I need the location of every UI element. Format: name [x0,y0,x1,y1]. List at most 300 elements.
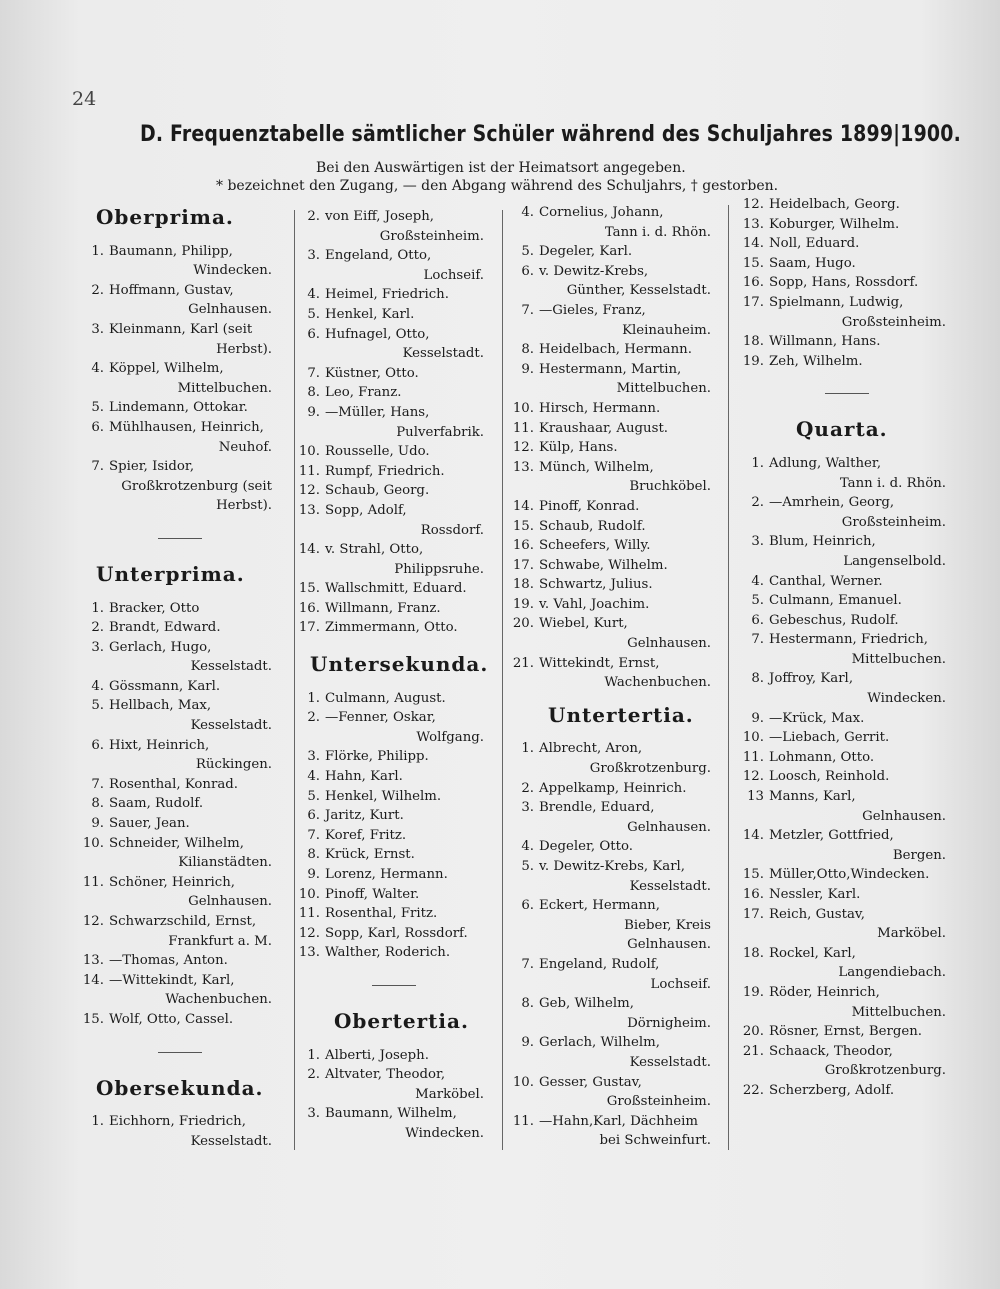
entry-name: Gebeschus, Rudolf. [769,612,899,628]
list-item [82,814,278,834]
entry-place: Tann i. d. Rhön. [839,475,946,491]
entry-number: 2. [91,282,104,298]
page-title: D. Frequenztabelle sämtlicher Schüler während des Schuljahres 1899|1900. [140,122,961,147]
entry-place: Bergen. [892,847,946,863]
list-item [512,419,717,439]
entry-number: 13 [747,789,764,805]
entry-place: Großsteinheim. [841,314,946,330]
entry-number: 6. [751,612,764,628]
entry-number: 16. [742,887,764,902]
section-separator [825,393,869,394]
entry-number: 7. [521,956,534,972]
entry-number: 13. [82,953,104,969]
list-item [298,845,490,865]
list-item [512,556,717,576]
entry-place: Windecken. [405,1125,484,1141]
entry-place: Großsteinheim. [841,514,946,530]
list-item [742,234,952,254]
list-item [82,736,278,775]
entry-name: Scherzberg, Adolf. [769,1082,895,1098]
list-item [512,517,717,537]
entry-place: Gelnhausen. [862,808,946,824]
list-item [298,1046,490,1066]
list-item [82,359,278,398]
entry-number: 2. [521,780,534,796]
entry-place: Großsteinheim. [606,1094,711,1110]
entry-number: 11. [512,1113,534,1129]
list-item [512,497,717,517]
entry-name: —Gieles, Franz, [539,302,646,318]
entry-place: Kesselstadt. [190,1133,272,1149]
section-heading-untersekunda: Untersekunda. [310,652,489,677]
entry-number: 12. [512,440,534,456]
entry-name: Geb, Wilhelm, [539,996,634,1012]
entry-place: Kleinauheim. [622,322,711,338]
entry-number: 16. [298,600,320,616]
column-divider [502,210,503,1150]
entry-name: Hahn, Karl. [325,769,403,785]
list-item [512,779,717,799]
entry-number: 6. [307,326,320,342]
list-item [512,458,717,497]
entry-number: 9. [521,1035,534,1051]
list-item [512,614,717,653]
entry-number: 5. [91,400,104,416]
entry-number: 13. [512,459,534,475]
list-item [512,536,717,556]
entry-number: 10. [512,1074,534,1090]
entry-name: Blum, Heinrich, [769,534,876,550]
list-obertertia [298,1046,490,1144]
entry-place: Kesselstadt. [629,878,711,894]
entry-number: 1. [91,243,104,259]
list-item [82,696,278,735]
page-number: 24 [72,88,97,110]
column-4 [742,195,952,1101]
entry-name: Koref, Fritz. [325,827,407,843]
entry-number: 1. [751,455,764,471]
entry-name: Sauer, Jean. [109,816,190,832]
entry-number: 4. [91,678,104,694]
entry-number: 11. [742,749,764,765]
list-item [298,767,490,787]
entry-place: Herbst). [216,341,272,357]
entry-place: Günther, Kesselstadt. [566,283,711,299]
entry-name: Hellbach, Max, [109,698,212,714]
list-item [298,403,490,442]
entry-number: 7. [307,365,320,381]
list-item [742,1081,952,1101]
list-item [742,332,952,352]
entry-place: Kilianstädten. [178,855,272,871]
entry-number: 9. [521,361,534,377]
entry-number: 12. [298,483,320,499]
entry-name: v. Vahl, Joachim. [539,596,650,612]
entry-name: Heimel, Friedrich. [325,287,449,303]
entry-name: Pinoff, Walter. [325,886,420,902]
list-item [82,281,278,320]
entry-name: —Amrhein, Georg, [769,495,895,511]
list-item [512,739,717,778]
entry-number: 2. [307,1067,320,1083]
entry-number: 15. [82,1011,104,1027]
list-item [512,438,717,458]
list-item [298,924,490,944]
entry-number: 1. [91,1114,104,1130]
list-item [742,254,952,274]
entry-name: Schaack, Theodor, [769,1043,893,1059]
entry-name: Rumpf, Friedrich. [325,463,445,479]
section-heading-unterprima: Unterprima. [96,561,245,586]
entry-number: 8. [521,996,534,1012]
entry-name: —Fenner, Oskar, [325,710,436,726]
list-item [512,857,717,896]
entry-place: Tann i. d. Rhön. [604,224,711,240]
entry-name: Hixt, Heinrich, [109,737,210,753]
entry-number: 10. [512,400,534,416]
list-untertertia [512,739,717,1150]
list-item [512,203,717,242]
entry-name: Culmann, Emanuel. [769,593,902,609]
entry-name: v. Dewitz-Krebs, Karl, [539,859,686,874]
list-item [298,481,490,501]
entry-name: Baumann, Philipp, [109,243,233,259]
entry-number: 4. [521,839,534,855]
entry-name: Baumann, Wilhelm, [325,1106,457,1122]
section-separator [158,1052,202,1053]
list-item [82,457,278,516]
entry-number: 3. [521,800,534,816]
entry-number: 8. [307,385,320,401]
list-item [742,826,952,865]
entry-number: 11. [512,420,534,436]
list-item [82,971,278,1010]
column-divider [294,210,295,1150]
list-item [742,865,952,885]
entry-place: Windecken. [193,263,272,279]
list-item [298,806,490,826]
entry-name: —Wittekindt, Karl, [109,972,235,988]
list-item [742,944,952,983]
list-item [298,599,490,619]
section-separator [158,538,202,539]
entry-number: 15. [298,581,320,597]
section-heading-obersekunda: Obersekunda. [96,1075,264,1100]
entry-name: Cornelius, Johann, [539,205,664,220]
entry-name: Hufnagel, Otto, [325,326,430,342]
list-item [742,905,952,944]
entry-name: Eckert, Hermann, [539,898,660,914]
entry-name: Rockel, Karl, [769,945,856,961]
entry-place: Großsteinheim. [379,228,484,244]
entry-name: Engeland, Rudolf, [539,956,660,972]
entry-name: —Liebach, Gerrit. [769,730,890,746]
entry-name: von Eiff, Joseph, [325,209,435,224]
subtitle-note-1: Bei den Auswärtigen ist der Heimatsort angegeben. [316,160,686,176]
entry-name: Gerlach, Wilhelm, [539,1035,660,1051]
list-item [512,360,717,399]
entry-number: 4. [521,205,534,220]
list-item [82,618,278,638]
entry-name: Scheefers, Willy. [539,538,651,554]
entry-name: Willmann, Franz. [325,600,441,616]
entry-place: Mittelbuchen. [851,651,946,667]
list-item [742,572,952,592]
entry-number: 1. [307,690,320,706]
list-item [512,955,717,994]
entry-number: 11. [298,463,320,479]
list-item [742,728,952,748]
list-unterprima [82,599,278,1030]
entry-number: 9. [307,404,320,420]
list-item [742,767,952,787]
entry-name: Sopp, Adolf, [325,502,407,518]
list-item [512,994,717,1033]
entry-number: 10. [298,886,320,902]
entry-place: Gelnhausen. [627,636,711,652]
entry-name: —Thomas, Anton. [109,953,228,969]
entry-name: Nessler, Karl. [769,887,861,902]
list-item [742,352,952,372]
list-item [512,262,717,301]
entry-number: 13. [298,502,320,518]
entry-number: 4. [307,769,320,785]
entry-number: 8. [751,671,764,687]
entry-number: 3. [307,749,320,765]
entry-place: Kesselstadt. [629,1054,711,1070]
entry-name: Wiebel, Kurt, [539,616,628,632]
entry-name: Köppel, Wilhelm, [109,361,224,377]
entry-number: 5. [521,859,534,874]
section-separator [372,985,416,986]
entry-place: Dörnigheim. [627,1015,711,1031]
entry-number: 12. [742,197,764,212]
list-item [298,207,490,246]
section-heading-untertertia: Untertertia. [548,702,694,727]
section-heading-oberprima: Oberprima. [96,205,234,229]
list-item [298,579,490,599]
list-untersekunda [298,689,490,963]
entry-name: Müller,Otto,Windecken. [769,867,930,883]
list-item [512,242,717,262]
entry-number: 3. [91,321,104,337]
entry-place: Lochseif. [423,267,484,283]
section-heading-obertertia: Obertertia. [334,1008,469,1033]
entry-name: Münch, Wilhelm, [539,459,654,475]
entry-name: Canthal, Werner. [769,573,883,589]
entry-number: 16. [512,538,534,554]
entry-number: 14. [742,828,764,844]
list-item [82,320,278,359]
list-item [82,418,278,457]
entry-number: 5. [307,306,320,322]
list-item [512,1112,717,1151]
list-item [82,873,278,912]
entry-number: 2. [307,710,320,726]
column-divider [728,205,729,1150]
entry-name: Heidelbach, Georg. [769,197,900,212]
entry-number: 12. [742,769,764,785]
entry-name: Joffroy, Karl, [769,671,854,687]
entry-number: 17. [742,906,764,922]
entry-number: 7. [91,776,104,792]
entry-name: Appelkamp, Heinrich. [539,780,687,796]
list-item [82,398,278,418]
entry-place: Frankfurt a. M. [168,933,272,949]
entry-name: Degeler, Otto. [539,839,633,855]
entry-number: 14. [742,236,764,252]
entry-place: Mittelbuchen. [851,1004,946,1020]
list-untertertia-cont [742,195,952,371]
entry-name: Schwarzschild, Ernst, [109,914,257,929]
list-item [298,364,490,384]
entry-number: 8. [91,796,104,812]
list-item [298,540,490,579]
entry-number: 9. [751,710,764,726]
entry-name: Leo, Franz. [325,385,402,401]
entry-name: Rousselle, Udo. [325,444,430,460]
entry-number: 10. [298,444,320,460]
entry-place: Mittelbuchen. [177,380,272,396]
list-item [742,983,952,1022]
entry-number: 3. [307,248,320,264]
entry-name: —Müller, Hans, [325,404,430,420]
list-item [512,798,717,837]
entry-number: 22. [742,1082,764,1098]
entry-name: Schwartz, Julius. [539,577,653,593]
list-item [82,912,278,951]
list-item [298,787,490,807]
entry-number: 7. [307,827,320,843]
entry-name: Altvater, Theodor, [325,1067,446,1083]
entry-number: 19. [742,353,764,369]
entry-name: Alberti, Joseph. [325,1047,429,1063]
entry-place: Gelnhausen. [188,894,272,910]
entry-name: Koburger, Wilhelm. [769,216,900,232]
list-item [298,1104,490,1143]
entry-name: Willmann, Hans. [769,334,881,350]
entry-name: Henkel, Wilhelm. [325,788,442,804]
entry-number: 6. [521,898,534,914]
entry-name: Hoffmann, Gustav, [109,282,234,298]
entry-number: 18. [512,577,534,593]
entry-number: 14. [298,542,320,558]
entry-number: 2. [307,209,320,224]
entry-name: Brendle, Eduard, [539,800,655,816]
entry-place: Mittelbuchen. [616,381,711,397]
list-item [742,195,952,215]
list-item [298,305,490,325]
list-item [298,865,490,885]
list-obersekunda-cont [298,207,490,638]
entry-name: Wittekindt, Ernst, [539,655,660,671]
entry-name: Flörke, Philipp. [325,749,429,765]
entry-name: Spielmann, Ludwig, [769,294,904,310]
column-3 [512,203,717,1151]
entry-number: 5. [751,593,764,609]
entry-number: 14. [82,972,104,988]
list-item [82,834,278,873]
entry-number: 10. [82,835,104,851]
list-item [298,618,490,638]
list-obersekunda [82,1112,278,1151]
entry-place: Philippsruhe. [394,561,484,577]
entry-name: Metzler, Gottfried, [769,828,894,844]
list-item [512,595,717,615]
entry-number: 2. [91,620,104,636]
entry-name: Krück, Ernst. [325,847,415,863]
entry-name: Saam, Hugo. [769,255,856,271]
entry-number: 7. [751,632,764,648]
list-item [742,885,952,905]
list-item [742,591,952,611]
entry-number: 2. [751,495,764,511]
list-item [742,611,952,631]
entry-place: Kesselstadt. [190,718,272,734]
list-item [298,501,490,540]
entry-name: Lorenz, Hermann. [325,867,448,882]
entry-name: Rosenthal, Fritz. [325,906,438,922]
list-item [82,638,278,677]
entry-name: Lohmann, Otto. [769,749,875,765]
entry-number: 15. [742,255,764,271]
list-item [298,904,490,924]
entry-name: —Hahn,Karl, Dächheim [539,1113,698,1129]
entry-place: Großkrotzenburg (seit Herbst). [121,478,272,514]
entry-place: Langenselbold. [843,553,946,569]
list-item [742,669,952,708]
list-item [298,689,490,709]
entry-name: Schneider, Wilhelm, [109,835,244,851]
entry-place: Neuhof. [218,439,272,455]
entry-place: Gelnhausen. [188,302,272,318]
list-item [742,1022,952,1042]
entry-number: 12. [82,914,104,929]
list-item [82,775,278,795]
list-item [512,837,717,857]
entry-number: 1. [91,600,104,616]
entry-name: Sopp, Karl, Rossdorf. [325,925,468,941]
list-item [298,708,490,747]
list-item [298,285,490,305]
entry-place: Bieber, Kreis Gelnhausen. [624,917,711,953]
entry-number: 20. [512,616,534,632]
list-item [298,462,490,482]
entry-number: 3. [751,534,764,550]
entry-number: 6. [91,737,104,753]
list-item [298,383,490,403]
entry-number: 12. [298,925,320,941]
entry-name: Küstner, Otto. [325,365,419,381]
entry-name: Hestermann, Martin, [539,361,682,377]
list-item [298,325,490,364]
list-item [512,575,717,595]
entry-name: Heidelbach, Hermann. [539,342,692,358]
entry-name: Schaub, Rudolf. [539,518,646,534]
list-item [742,293,952,332]
list-item [742,454,952,493]
entry-name: Schwabe, Wilhelm. [539,557,668,573]
list-item [298,943,490,963]
entry-place: Gelnhausen. [627,819,711,835]
list-item [512,896,717,955]
entry-name: Bracker, Otto [109,600,200,616]
entry-number: 21. [742,1043,764,1059]
entry-number: 3. [91,639,104,655]
list-item [298,885,490,905]
entry-number: 5. [91,698,104,714]
entry-number: 13. [298,945,320,961]
